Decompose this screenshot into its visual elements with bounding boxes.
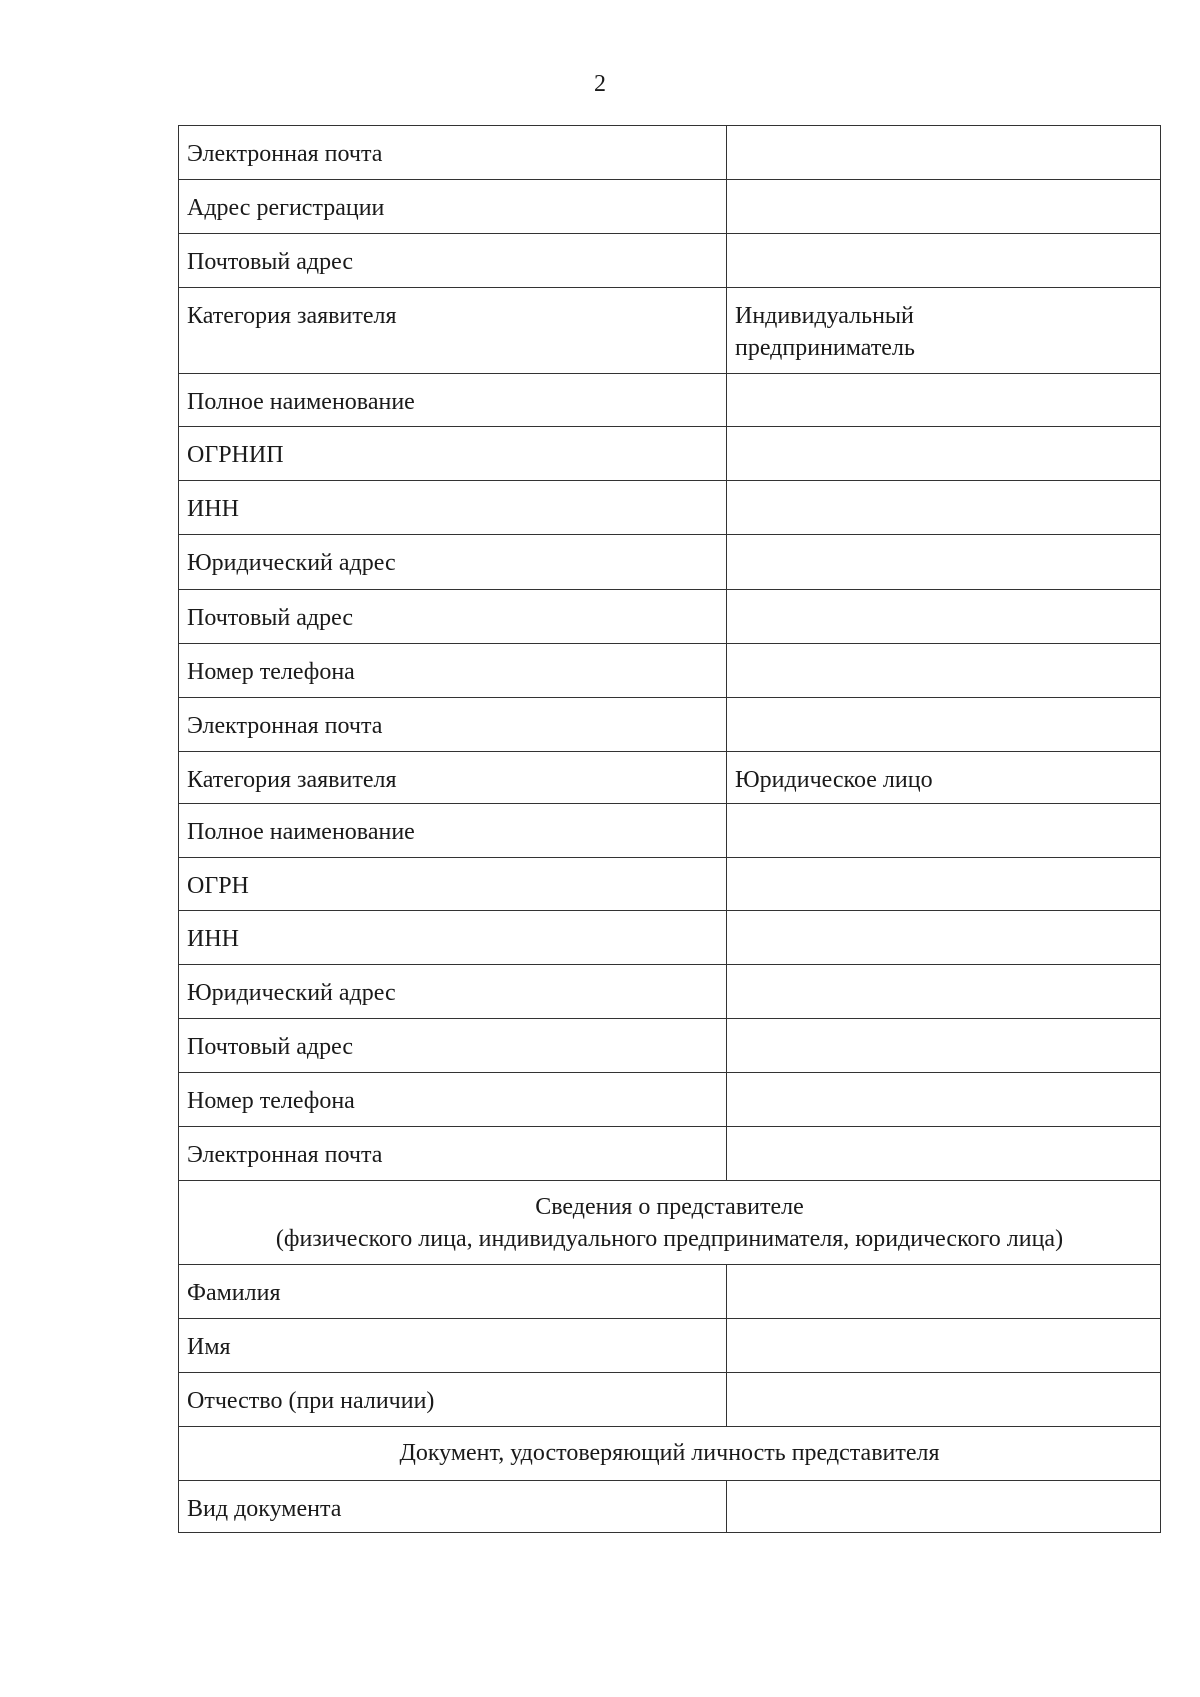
field-value[interactable]	[727, 698, 1161, 752]
field-value[interactable]	[727, 288, 1161, 374]
section-header-row	[179, 1181, 1161, 1265]
section-title: Сведения о представителе	[535, 1194, 804, 1220]
table-row	[179, 698, 1161, 752]
table-row	[179, 288, 1161, 374]
applicant-category-line: предприниматель	[735, 335, 915, 361]
field-label: Почтовый адрес	[179, 1019, 727, 1073]
page-number: 2	[594, 71, 606, 97]
table-row	[179, 126, 1161, 180]
field-value[interactable]	[727, 1373, 1161, 1427]
field-label: Категория заявителя	[179, 288, 727, 374]
field-label: Адрес регистрации	[179, 180, 727, 234]
field-value[interactable]	[727, 804, 1161, 858]
applicant-form-table	[178, 125, 1161, 1533]
field-value[interactable]	[727, 374, 1161, 427]
table-row	[179, 858, 1161, 911]
table-row	[179, 590, 1161, 644]
field-value[interactable]	[727, 180, 1161, 234]
field-label: Отчество (при наличии)	[179, 1373, 727, 1427]
field-label: Имя	[179, 1319, 727, 1373]
section-subtitle: (физического лица, индивидуального предпринимателя, юридического лица)	[275, 1226, 1064, 1252]
field-value[interactable]	[727, 858, 1161, 911]
table-row	[179, 481, 1161, 535]
field-label: Номер телефона	[179, 1073, 727, 1127]
field-label: Фамилия	[179, 1265, 727, 1319]
field-value[interactable]	[727, 1127, 1161, 1181]
table-row	[179, 1319, 1161, 1373]
field-label: Номер телефона	[179, 644, 727, 698]
representative-section-header	[179, 1181, 1161, 1265]
field-value[interactable]	[727, 1481, 1161, 1533]
table-row	[179, 911, 1161, 965]
field-label: Вид документа	[179, 1481, 727, 1533]
field-label: ОГРНИП	[179, 427, 727, 481]
field-value[interactable]	[727, 590, 1161, 644]
table-row	[179, 1265, 1161, 1319]
table-row	[179, 644, 1161, 698]
field-label: Почтовый адрес	[179, 590, 727, 644]
table-row	[179, 374, 1161, 427]
field-label: Электронная почта	[179, 126, 727, 180]
field-label: ИНН	[179, 481, 727, 535]
field-value[interactable]: Юридическое лицо	[727, 752, 1161, 804]
field-value[interactable]	[727, 965, 1161, 1019]
table-row	[179, 965, 1161, 1019]
table-row	[179, 1127, 1161, 1181]
table-row	[179, 180, 1161, 234]
document-section-header	[179, 1427, 1161, 1481]
table-row	[179, 427, 1161, 481]
field-value[interactable]	[727, 1019, 1161, 1073]
field-label: ИНН	[179, 911, 727, 965]
field-value[interactable]	[727, 644, 1161, 698]
section-header-row	[179, 1427, 1161, 1481]
section-title: Документ, удостоверяющий личность представителя	[399, 1440, 940, 1466]
field-value[interactable]	[727, 1073, 1161, 1127]
field-value[interactable]	[727, 481, 1161, 535]
field-value[interactable]	[727, 911, 1161, 965]
field-label: ОГРН	[179, 858, 727, 911]
applicant-category-line: Индивидуальный	[735, 303, 914, 329]
field-label: Электронная почта	[179, 1127, 727, 1181]
field-value[interactable]	[727, 427, 1161, 481]
field-label: Электронная почта	[179, 698, 727, 752]
field-label: Юридический адрес	[179, 965, 727, 1019]
field-value[interactable]	[727, 234, 1161, 288]
table-row	[179, 234, 1161, 288]
field-label: Полное наименование	[179, 804, 727, 858]
table-row	[179, 1019, 1161, 1073]
field-label: Категория заявителя	[179, 752, 727, 804]
table-row	[179, 1373, 1161, 1427]
table-row	[179, 1481, 1161, 1533]
field-label: Юридический адрес	[179, 535, 727, 590]
table-row	[179, 535, 1161, 590]
field-label: Почтовый адрес	[179, 234, 727, 288]
field-value[interactable]	[727, 126, 1161, 180]
field-value[interactable]	[727, 1319, 1161, 1373]
field-value[interactable]	[727, 1265, 1161, 1319]
table-row	[179, 1073, 1161, 1127]
field-label: Полное наименование	[179, 374, 727, 427]
table-row	[179, 804, 1161, 858]
table-row	[179, 752, 1161, 804]
field-value[interactable]	[727, 535, 1161, 590]
